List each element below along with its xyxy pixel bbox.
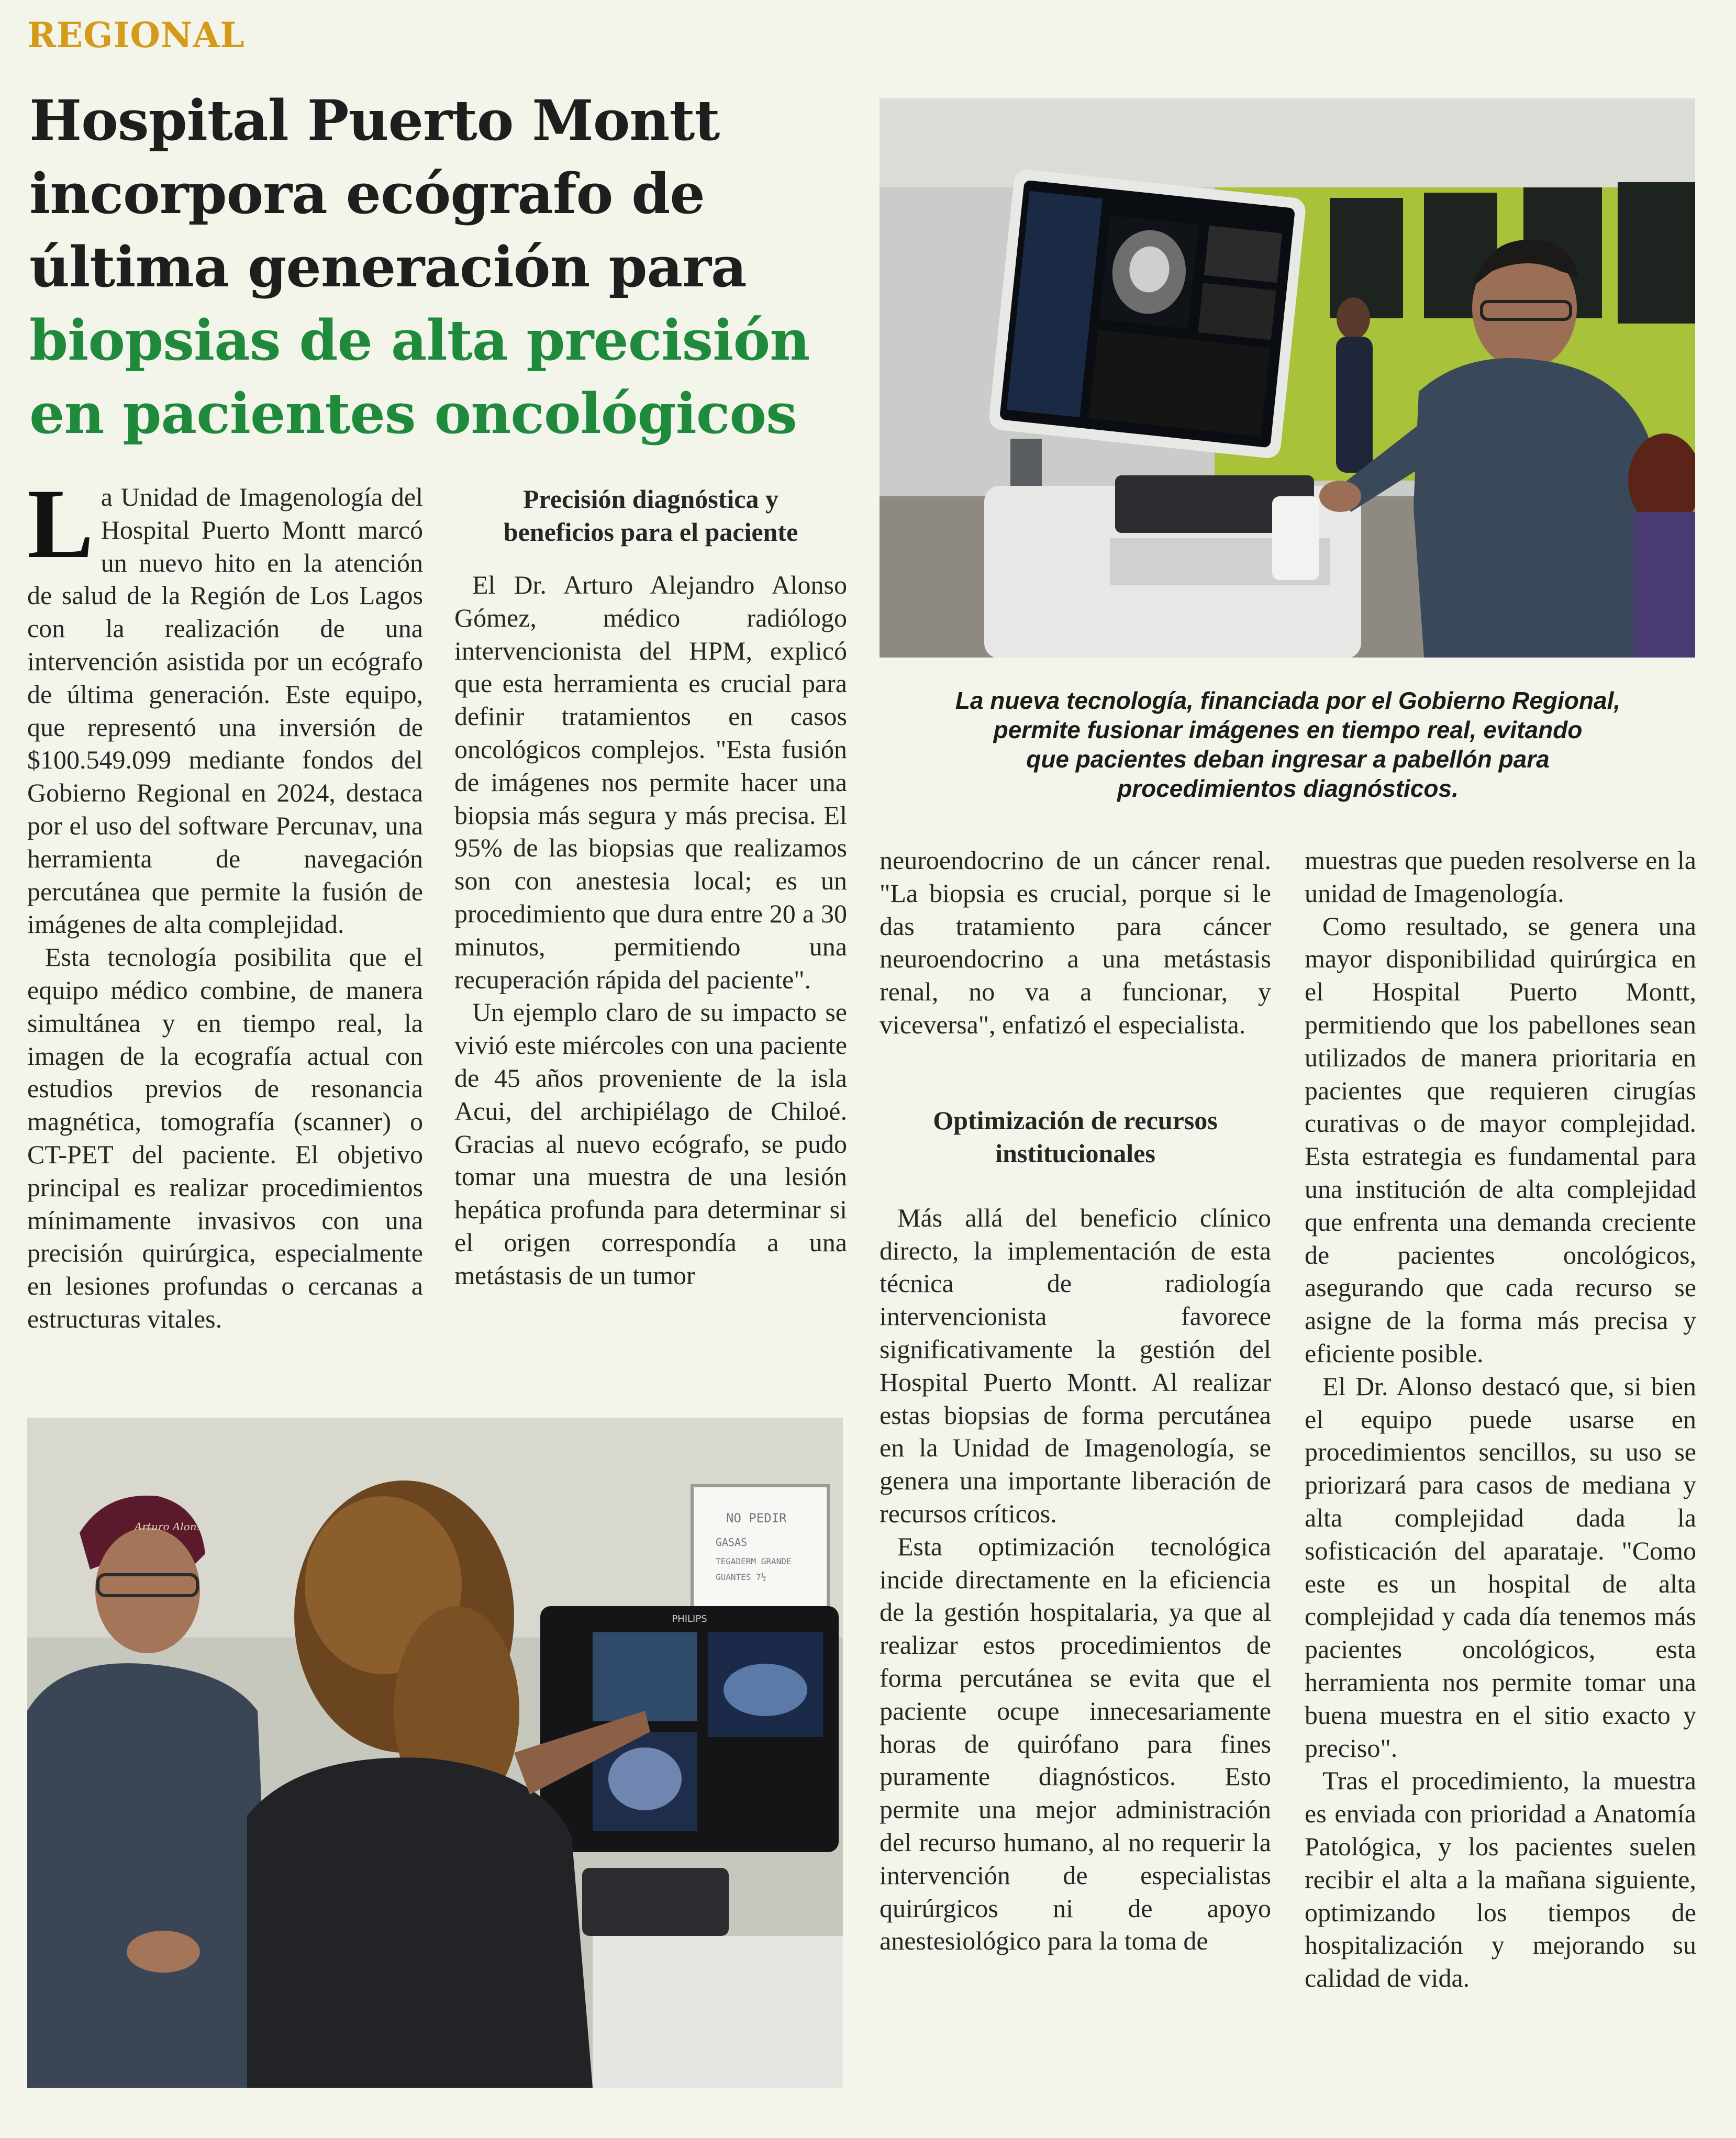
col4-paragraph-2: Como resultado, se genera una mayor disponibilidad quirúrgica en el Hospital Puerto Montt, permitiendo que los pabellones sean utilizados de manera prioritaria en pacientes que requieren cirugías curativas o de mayor complejidad. Esta estrategia es fundamental para una institución de alta complejidad que enfrenta una demanda creciente de pacientes oncológicos, asegurando que cada recurso se asigne de la forma más precisa y eficiente posible. bbox=[1305, 911, 1696, 1368]
headline-line-2: incorpora ecógrafo de bbox=[29, 161, 705, 226]
col3-paragraph-1: neuroendocrino de un cáncer renal. "La biopsia es crucial, porque si le das tratamiento para cáncer neuroendocrino a una metástasis renal, no va a funcionar, y viceversa", enfatizó el especialista. bbox=[880, 845, 1271, 1039]
drop-cap: L bbox=[27, 469, 94, 579]
whiteboard-line-2: GASAS bbox=[716, 1536, 748, 1549]
headline-line-4: biopsias de alta precisión bbox=[29, 307, 810, 373]
article-column-3 bbox=[880, 844, 1271, 1957]
monitor-brand: PHILIPS bbox=[672, 1613, 707, 1624]
whiteboard-line-4: GUANTES 7½ bbox=[716, 1572, 766, 1582]
article-column-2 bbox=[454, 483, 847, 1292]
whiteboard-line-1: NO PEDIR bbox=[726, 1511, 787, 1525]
whiteboard-line-3: TEGADERM GRANDE bbox=[716, 1556, 792, 1566]
article-column-1 bbox=[27, 469, 423, 1335]
photo-procedure-room bbox=[27, 1418, 843, 2088]
col2-paragraph-2: Un ejemplo claro de su impacto se vivió este miércoles con una paciente de 45 años proveniente de la isla Acui, del archipiélago de Chiloé. Gracias al nuevo ecógrafo, se pudo tomar una muestra de una lesión hepática profunda para determinar si el origen correspondía a una metástasis de un tumor bbox=[454, 997, 847, 1290]
headline-line-1: Hospital Puerto Montt bbox=[29, 87, 720, 153]
photo-ultrasound-station bbox=[880, 98, 1695, 658]
col3-paragraph-3: Esta optimización tecnológica incide directamente en la eficiencia de la gestión hospitalaria, ya que al realizar estos procedimientos de forma percutánea se evita que el paciente ocupe innecesariamente horas de quirófano para fines puramente diagnósticos. Esto permite una mejor administración del recurso humano, al no requerir la intervención de especialistas quirúrgicos ni de apoyo anestesiológico para la toma de bbox=[880, 1531, 1271, 1956]
article-column-4 bbox=[1305, 844, 1696, 1995]
subhead-optimization: Optimización de recursos institucionales bbox=[933, 1105, 1218, 1168]
section-label: REGIONAL bbox=[27, 15, 245, 55]
col3-paragraph-2: Más allá del beneficio clínico directo, la implementación de esta técnica de radiología intervencionista favorece significativamente la gestión del Hospital Puerto Montt. Al realizar estas biopsias de forma percutánea en la Unidad de Imagenología, se genera una importante liberación de recursos críticos. bbox=[880, 1202, 1271, 1528]
subhead-precision: Precisión diagnóstica y beneficios para el paciente bbox=[503, 484, 798, 547]
caption-line-4: procedimientos diagnósticos. bbox=[1117, 775, 1459, 802]
caption-line-3: que pacientes deban ingresar a pabellón para bbox=[1026, 745, 1550, 773]
photo-caption bbox=[880, 686, 1696, 803]
col1-paragraph-1: a Unidad de Imagenología del Hospital Puerto Montt marcó un nuevo hito en la atención de salud de la Región de Los Lagos con la realización de una intervención asistida por un ecógrafo de última generación. Este equipo, que representó una inversión de $100.549.099 mediante fondos del Gobierno Regional en 2024, destaca por el uso del software Percunav, una herramienta de navegación percutánea que permite la fusión de imágenes de alta complejidad. bbox=[27, 482, 423, 939]
caption-line-2: permite fusionar imágenes en tiempo real, evitando bbox=[993, 716, 1583, 743]
cap-name: Arturo Alonso bbox=[135, 1520, 208, 1533]
col4-paragraph-1: muestras que pueden resolverse en la unidad de Imagenología. bbox=[1305, 845, 1696, 908]
col4-paragraph-4: Tras el procedimiento, la muestra es enviada con prioridad a Anatomía Patológica, y los pacientes suelen recibir el alta a la mañana siguiente, optimizando los tiempos de hospitalización y mejorando su calidad de vida. bbox=[1305, 1766, 1696, 1993]
headline-line-5: en pacientes oncológicos bbox=[29, 381, 797, 446]
col1-paragraph-2: Esta tecnología posibilita que el equipo médico combine, de manera simultánea y en tiempo real, la imagen de la ecografía actual con estudios previos de resonancia magnética, tomografía (scanner) o CT-PET del paciente. El objetivo principal es realizar procedimientos mínimamente invasivos con una precisión quirúrgica, especialmente en lesiones profundas o cercanas a estructuras vitales. bbox=[27, 942, 423, 1333]
caption-line-1: La nueva tecnología, financiada por el Gobierno Regional, bbox=[955, 687, 1621, 714]
col4-paragraph-3: El Dr. Alonso destacó que, si bien el equipo puede usarse en procedimientos sencillos, su uso se priorizará para casos de mediana y alta complejidad dada la sofisticación del aparataje. "Como este es un hospital de alta complejidad y cada día tenemos más pacientes oncológicos, esta herramienta nos permite tomar una buena muestra en el sitio exacto y preciso". bbox=[1305, 1371, 1696, 1763]
headline-line-3: última generación para bbox=[29, 234, 747, 299]
headline bbox=[29, 84, 846, 450]
col2-paragraph-1: El Dr. Arturo Alejandro Alonso Gómez, médico radiólogo intervencionista del HPM, explicó que esta herramienta es crucial para definir tratamientos en casos oncológicos complejos. "Esta fusión de imágenes nos permite hacer una biopsia más segura y más precisa. El 95% de las biopsias que realizamos son con anestesia local; es un procedimiento que dura entre 20 a 30 minutos, permitiendo una recuperación rápida del paciente". bbox=[454, 570, 847, 994]
